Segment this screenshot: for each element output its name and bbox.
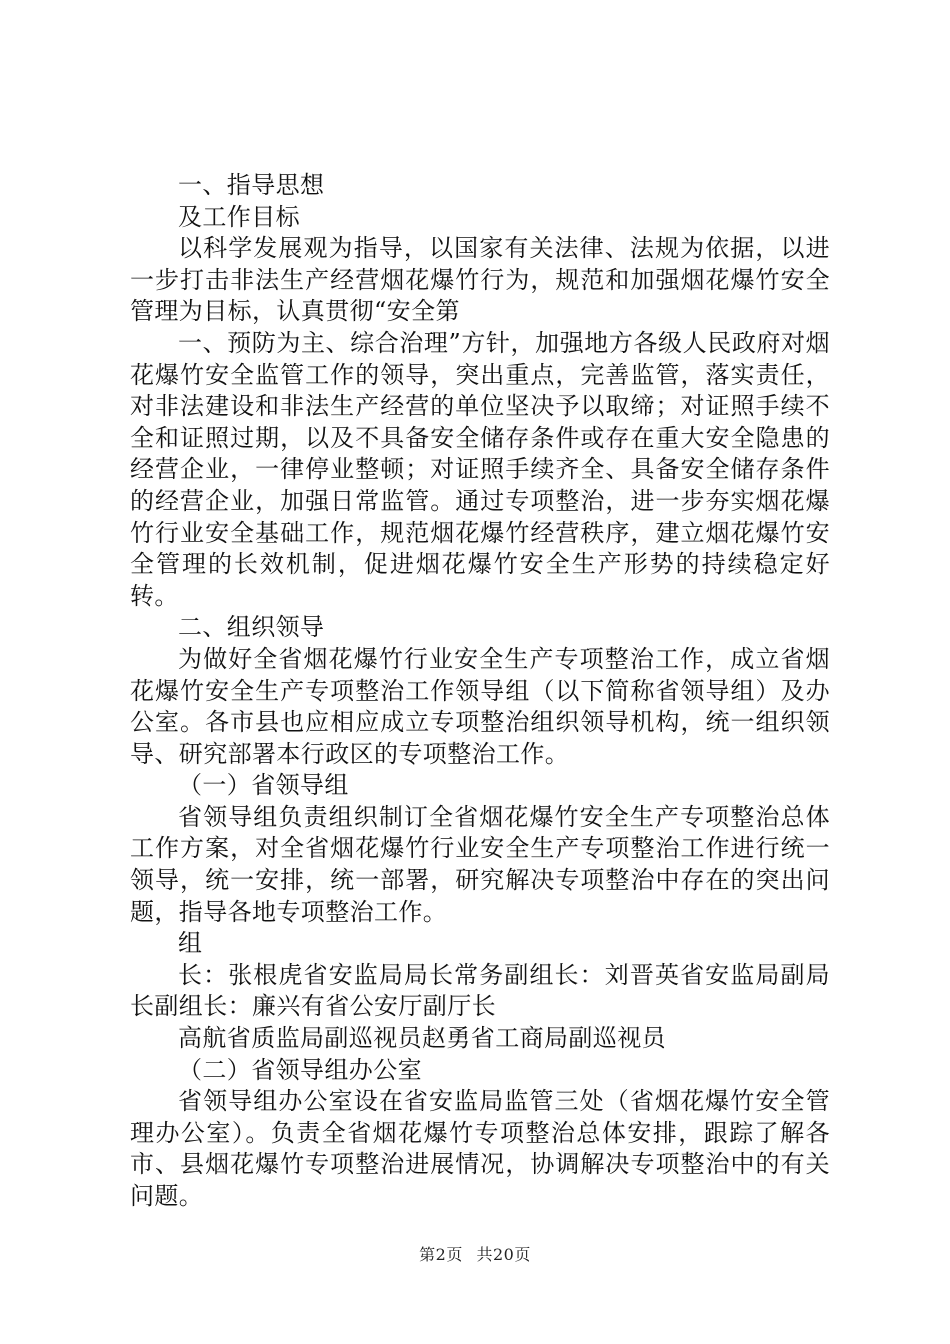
subheading-provincial-group: （一）省领导组	[178, 771, 349, 800]
paragraph-group-office: 省领导组办公室设在省安监局监管三处（省烟花爆竹安全管理办公室）。负责全省烟花爆竹专项整治总体安排，跟踪了解各市、县烟花爆竹专项整治进展情况，协调解决专项整治中的有关问题。	[130, 1087, 830, 1210]
section-heading-organization: 二、组织领导	[178, 613, 325, 642]
paragraph-group-label: 组	[178, 929, 203, 958]
paragraph-organization: 为做好全省烟花爆竹行业安全生产专项整治工作，成立省烟花爆竹安全生产专项整治工作领导组（以下简称省领导组）及办公室。各市县也应相应成立专项整治组织领导机构，统一组织领导、研究部署本行政区的专项整治工作。	[130, 644, 830, 768]
section-heading-work-goals: 及工作目标	[178, 202, 300, 231]
document-body	[130, 170, 830, 1213]
paragraph-goals: 以科学发展观为指导，以国家有关法律、法规为依据，以进一步打击非法生产经营烟花爆竹行为，规范和加强烟花爆竹安全管理为目标，认真贯彻“安全第	[130, 234, 830, 326]
paragraph-group-leaders: 长：张根虎省安监局局长常务副组长：刘晋英省安监局副局长副组长：廉兴有省公安厅副厅长	[130, 960, 830, 1021]
paragraph-group-members: 高航省质监局副巡视员赵勇省工商局副巡视员	[178, 1024, 666, 1053]
paragraph-policy: 一、预防为主、综合治理”方针，加强地方各级人民政府对烟花爆竹安全监管工作的领导，突出重点，完善监管，落实责任，对非法建设和非法生产经营的单位坚决予以取缔；对证照手续不全和证照过期，以及不具备安全储存条件或存在重大安全隐患的经营企业，一律停业整顿；对证照手续齐全、具备安全储存条件的经营企业，加强日常监管。通过专项整治，进一步夯实烟花爆竹行业安全基础工作，规范烟花爆竹经营秩序，建立烟花爆竹安全管理的长效机制，促进烟花爆竹安全生产形势的持续稳定好转。	[130, 328, 830, 610]
section-heading-guiding-ideology: 一、指导思想	[178, 171, 325, 199]
page-number-current: 第2页	[419, 1245, 463, 1264]
paragraph-provincial-group: 省领导组负责组织制订全省烟花爆竹安全生产专项整治总体工作方案，对全省烟花爆竹行业安全生产专项整治工作进行统一领导，统一安排，统一部署，研究解决专项整治中存在的突出问题，指导各地专项整治工作。	[130, 802, 830, 926]
subheading-group-office: （二）省领导组办公室	[178, 1055, 422, 1084]
page-footer	[0, 1242, 950, 1265]
page-number-total: 共20页	[476, 1245, 531, 1264]
